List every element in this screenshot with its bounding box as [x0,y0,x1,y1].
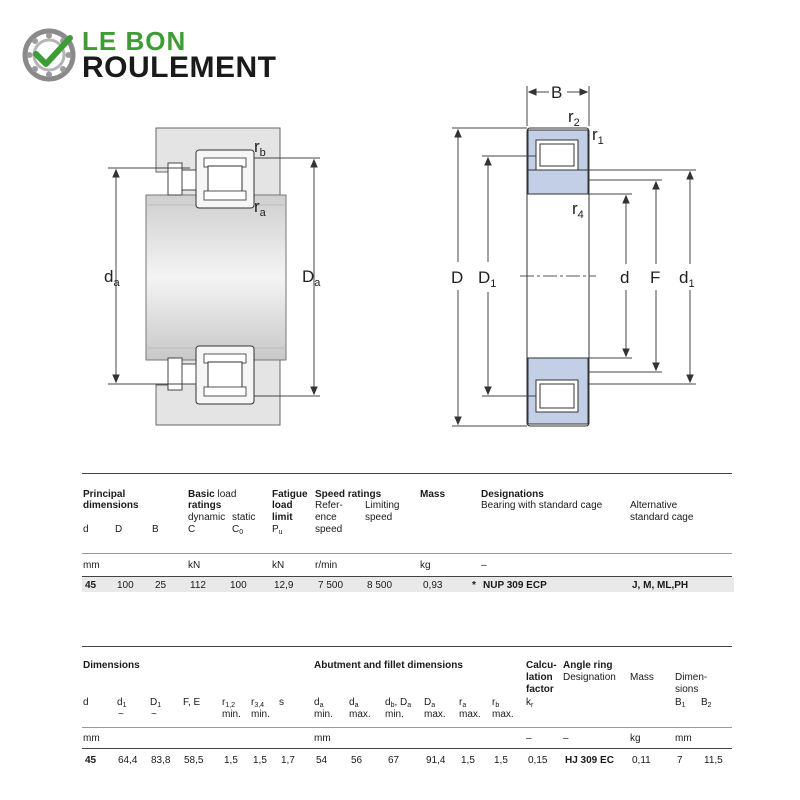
col-B: B [152,524,159,535]
h2-B1: $B_1$ [675,697,686,709]
unit-kN2: kN [272,560,285,571]
h2-Da: $D_a$ [424,697,436,709]
th2-mass: Mass [630,672,654,683]
unit2-mm3: mm [675,733,692,744]
cell-mass: 0,93 [423,580,443,591]
col-C: C [188,524,196,535]
th2-designation: Designation [563,672,616,683]
unit-kN: kN [188,560,201,571]
logo-line2: ROULEMENT [82,51,277,84]
label-r1: $r_1$ [592,125,604,147]
th-limiting: Limiting [365,500,400,511]
th2-calc2: lation [526,672,553,683]
unit2-dash1: – [526,733,532,744]
unit2-mm2: mm [314,733,331,744]
col-d: d [83,524,89,535]
label-F: F [650,268,661,287]
label-rb: $r_b$ [254,137,266,159]
th-dimensions: dimensions [83,500,139,511]
h2-rb: $r_b$ [492,697,500,709]
label-d1: $d_1$ [679,268,695,290]
h2-max1: max. [349,709,371,720]
h2-max4: max. [492,709,514,720]
cell2-db-min: 67 [388,755,400,766]
th-bearing-std: Bearing with standard cage [481,500,603,511]
unit2-mm: mm [83,733,100,744]
col-C0: $C_0$ [232,524,244,536]
th-designations: Designations [481,489,544,500]
th2-calc3: factor [526,684,554,695]
unit-mm: mm [83,560,100,571]
unit-dash: – [481,560,487,571]
h2-db-Da: $d_b$, $D_a$ [385,697,412,709]
th-load: load [217,489,237,500]
h2-D1: $D_1$ [150,697,162,709]
th-load2: load [272,500,293,511]
cell-star: * [472,580,476,591]
h2-FE: F, E [183,697,201,708]
h2-r34: $r_{3,4}$ [251,697,265,709]
cell-designation: NUP 309 ECP [483,580,547,591]
th-ratings: ratings [188,500,222,511]
th-basic: Basic [188,489,215,500]
label-d: d [620,268,630,287]
cell2-d1: 64,4 [118,755,138,766]
th-alternative: Alternative [630,500,678,511]
th-std-cage: standard cage [630,512,694,523]
th-ence: ence [315,512,337,523]
h2-min4: min. [385,709,404,720]
label-r4: $r_4$ [572,199,584,221]
unit-rmin: r/min [315,560,338,571]
h2-B2: $B_2$ [701,697,712,709]
th-limit: limit [272,512,293,523]
h2-ra: $r_a$ [459,697,467,709]
unit-kg: kg [420,560,431,571]
th-refer: Refer- [315,500,343,511]
th2-dimen1: Dimen- [675,672,708,683]
h2-r12: $r_{1,2}$ [222,697,236,709]
h2-da1: $d_a$ [314,697,324,709]
cell-C0: 100 [230,580,247,591]
th-dynamic: dynamic [188,512,226,523]
h2-da2: $d_a$ [349,697,359,709]
cell2-s: 1,7 [281,755,295,766]
cell2-rb-max: 1,5 [494,755,508,766]
cell2-mass: 0,11 [632,755,651,766]
th2-abutment: Abutment and fillet dimensions [314,660,463,671]
cell-d: 45 [85,580,97,591]
th-speed-ratings: Speed ratings [315,489,382,500]
th-principal: Principal [83,489,126,500]
h2-s: s [279,697,284,708]
label-D1: $D_1$ [478,268,497,290]
col-D: D [115,524,123,535]
th2-dimen2: sions [675,684,699,695]
label-Da: $D_a$ [302,267,321,289]
cell-D: 100 [117,580,134,591]
cell2-B1: 7 [677,755,683,766]
cell2-r34: 1,5 [253,755,267,766]
h2-kr: $k_r$ [526,697,534,709]
cell-B: 25 [155,580,167,591]
label-ra: $r_a$ [254,197,266,219]
cell2-da-min: 54 [316,755,328,766]
unit2-kg: kg [630,733,641,744]
h2-max2: max. [424,709,446,720]
h2-min1: min. [222,709,241,720]
th2-calc1: Calcu- [526,660,557,671]
label-r2: $r_2$ [568,107,580,129]
cell2-FE: 58,5 [184,755,204,766]
cell2-B2: 11,5 [704,755,723,766]
cell-ref-speed: 7 500 [318,580,344,591]
cell-alt: J, M, ML,PH [632,580,689,591]
h2-tilde1: ~ [118,709,124,720]
th-speed2: speed [365,512,393,523]
cell2-r12: 1,5 [224,755,238,766]
th-static: static [232,512,256,523]
logo-line1: LE BON [82,26,187,56]
label-D: D [451,268,464,287]
th2-dimensions: Dimensions [83,660,140,671]
h2-tilde2: ~ [151,709,157,720]
cell2-angle-ring: HJ 309 EC [565,755,614,766]
cell2-d: 45 [85,755,97,766]
cell2-kr: 0,15 [528,755,548,766]
cell2-da-max: 56 [351,755,363,766]
col-Pu: $P_u$ [272,524,283,536]
h2-max3: max. [459,709,481,720]
h2-d: d [83,697,89,708]
unit2-dash2: – [563,733,569,744]
th2-angle-ring: Angle ring [563,660,613,671]
h2-min3: min. [314,709,333,720]
h2-d1: $d_1$ [117,697,127,709]
th-speed: speed [315,524,343,535]
h2-min2: min. [251,709,270,720]
cell2-Da-max: 91,4 [426,755,446,766]
cell-lim-speed: 8 500 [367,580,393,591]
cell2-D1: 83,8 [151,755,171,766]
cell-C: 112 [190,580,206,591]
cell-Pu: 12,9 [274,580,294,591]
th-fatigue: Fatigue [272,489,308,500]
label-B: B [551,83,563,102]
label-da: $d_a$ [104,267,120,289]
cell2-ra-max: 1,5 [461,755,475,766]
th-mass: Mass [420,489,446,500]
